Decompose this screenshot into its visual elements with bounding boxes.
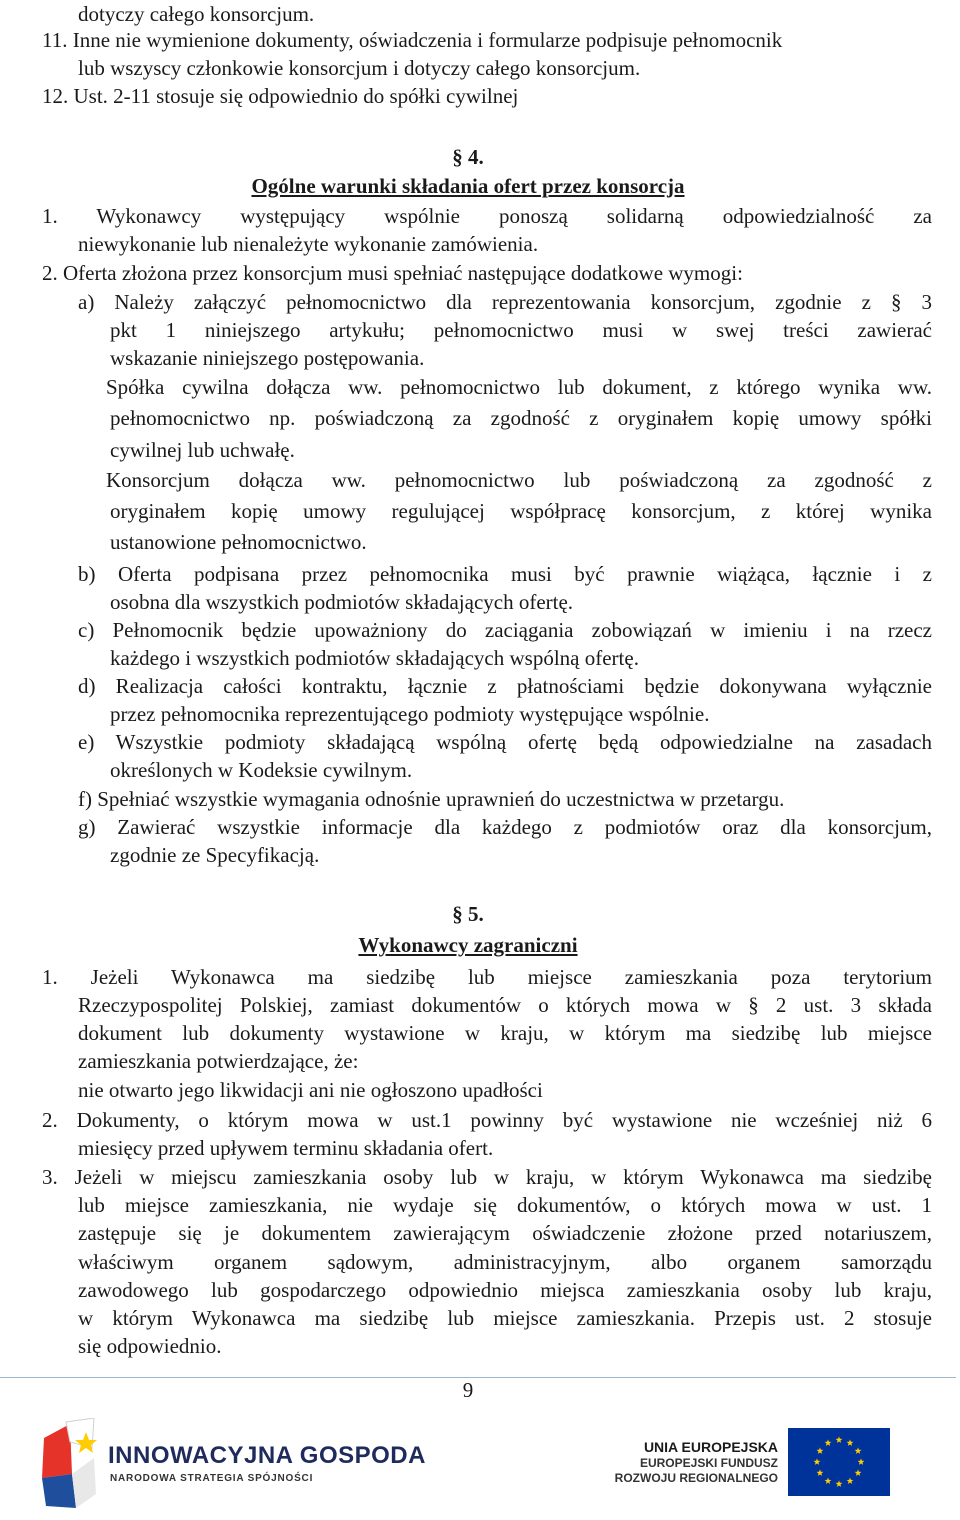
text-line: e) Wszystkie podmioty składającą wspólną ofertę będą odpowiedzialne na zasadach (78, 730, 932, 754)
text-line: właściwym organem sądowym, administracyjnym, albo organem samorządu (78, 1250, 932, 1274)
eu-flag-icon (788, 1428, 890, 1496)
logo-title: INNOWACYJNA GOSPODA (108, 1442, 426, 1469)
text-line: pkt 1 niniejszego artykułu; pełnomocnictwo musi w swej treści zawierać (110, 318, 932, 342)
text-line: 2. Dokumenty, o którym mowa w ust.1 powinny być wystawione nie wcześniej niż 6 (42, 1108, 932, 1132)
fund-label: EUROPEJSKI FUNDUSZ (639, 1456, 778, 1470)
text-line: oryginałem kopię umowy regulującej współpracę konsorcjum, z której wynika (110, 499, 932, 523)
section-number: § 4. (452, 145, 484, 169)
text-line: zamieszkania potwierdzające, że: (78, 1049, 359, 1073)
section-number: § 5. (452, 902, 484, 926)
text-line: nie otwarto jego likwidacji ani nie ogłoszono upadłości (78, 1078, 543, 1102)
poland-flag-star-icon (36, 1418, 100, 1510)
text-line: g) Zawierać wszystkie informacje dla każdego z podmiotów oraz dla konsorcjum, (78, 815, 932, 839)
text-line: zastępuje się je dokumentem zawierającym oświadczenie złożone przed notariuszem, (78, 1221, 932, 1245)
text-line: f) Spełniać wszystkie wymagania odnośnie uprawnień do uczestnictwa w przetargu. (78, 787, 785, 811)
text-line: b) Oferta podpisana przez pełnomocnika musi być prawnie wiążąca, łącznie i z (78, 562, 932, 586)
eu-label: UNIA EUROPEJSKA (643, 1439, 778, 1455)
text-line: Spółka cywilna dołącza ww. pełnomocnictwo lub dokument, z którego wynika ww. (106, 375, 932, 399)
text-line: 12. Ust. 2-11 stosuje się odpowiednio do spółki cywilnej (42, 84, 519, 108)
text-line: cywilnej lub uchwałę. (110, 438, 295, 462)
text-line: miesięcy przed upływem terminu składania ofert. (78, 1136, 494, 1160)
text-line: wskazanie niniejszego postępowania. (110, 346, 425, 370)
text-line: a) Należy załączyć pełnomocnictwo dla reprezentowania konsorcjum, zgodnie z § 3 (78, 290, 932, 314)
text-line: 2. Oferta złożona przez konsorcjum musi spełniać następujące dodatkowe wymogi: (42, 261, 743, 285)
text-line: d) Realizacja całości kontraktu, łącznie z płatnościami będzie dokonywana wyłącznie (78, 674, 932, 698)
text-line: określonych w Kodeksie cywilnym. (110, 758, 413, 782)
text-line: każdego i wszystkich podmiotów składających wspólną ofertę. (110, 646, 639, 670)
text-line: 11. Inne nie wymienione dokumenty, oświadczenia i formularze podpisuje pełnomocnik (42, 28, 783, 52)
text-line: lub wszyscy członkowie konsorcjum i dotyczy całego konsorcjum. (78, 56, 641, 80)
text-line: Konsorcjum dołącza ww. pełnomocnictwo lub poświadczoną za zgodność z (106, 468, 932, 492)
text-line: ustanowione pełnomocnictwo. (110, 530, 367, 554)
page-number: 9 (462, 1378, 474, 1402)
text-line: 3. Jeżeli w miejscu zamieszkania osoby lub w kraju, w którym Wykonawca ma siedzibę (42, 1165, 932, 1189)
text-line: niewykonanie lub nienależyte wykonanie zamówienia. (78, 232, 539, 256)
text-line: dokument lub dokumenty wystawione w kraju, w którym ma siedzibę lub miejsce (78, 1021, 932, 1045)
text-line: zgodnie ze Specyfikacją. (110, 843, 320, 867)
text-line: 1. Jeżeli Wykonawca ma siedzibę lub miejsce zamieszkania poza terytorium (42, 965, 932, 989)
text-line: przez pełnomocnika reprezentującego podmioty występujące wspólnie. (110, 702, 710, 726)
text-line: osobna dla wszystkich podmiotów składających ofertę. (110, 590, 574, 614)
text-line: lub miejsce zamieszkania, nie wydaje się dokumentów, o których mowa w ust. 1 (78, 1193, 932, 1217)
text-line: c) Pełnomocnik będzie upoważniony do zaciągania zobowiązań w imieniu i na rzecz (78, 618, 932, 642)
text-line: się odpowiednio. (78, 1334, 222, 1358)
text-line: w którym Wykonawca ma siedzibę lub miejsce zamieszkania. Przepis ust. 2 stosuje (78, 1306, 932, 1330)
text-line: 1. Wykonawcy występujący wspólnie ponoszą solidarną odpowiedzialność za (42, 204, 932, 228)
logo-subtitle: NARODOWA STRATEGIA SPÓJNOŚCI (110, 1473, 314, 1484)
text-line: zawodowego lub gospodarczego odpowiednio miejsca zamieszkania osoby lub kraju, (78, 1278, 932, 1302)
fund-label-2: ROZWOJU REGIONALNEGO (614, 1471, 778, 1485)
section-title: Ogólne warunki składania ofert przez konsorcja (251, 174, 685, 198)
section-title: Wykonawcy zagraniczni (358, 933, 578, 957)
text-line: dotyczy całego konsorcjum. (78, 2, 315, 26)
text-line: Rzeczypospolitej Polskiej, zamiast dokumentów o których mowa w § 2 ust. 3 składa (78, 993, 932, 1017)
text-line: pełnomocnictwo np. poświadczoną za zgodność z oryginałem kopię umowy spółki (110, 406, 932, 430)
